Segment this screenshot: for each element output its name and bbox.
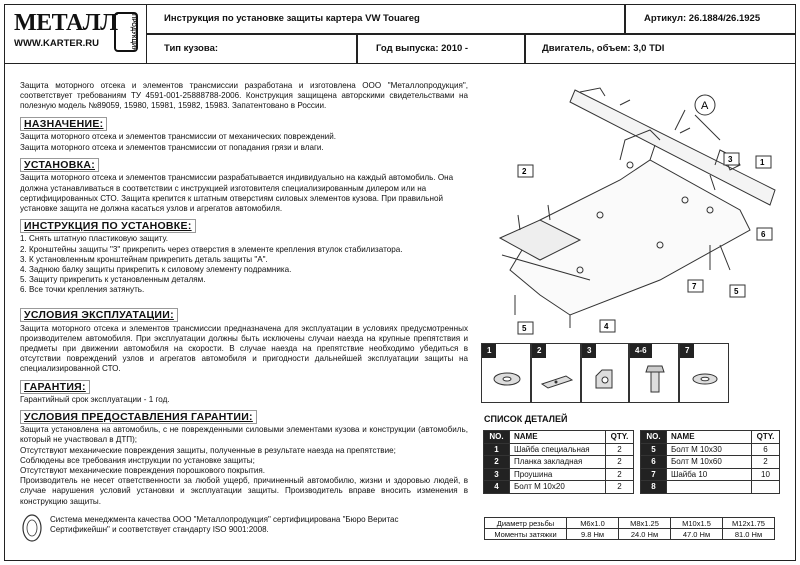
header <box>4 4 796 64</box>
terms-line: Отсутствуют механические повреждения защиты, полученные в результате наезда на препятствие; <box>20 445 396 455</box>
purpose-heading: НАЗНАЧЕНИЕ: <box>20 118 468 131</box>
callout-1: 1 <box>760 158 765 167</box>
warranty-terms-heading: УСЛОВИЯ ПРЕДОСТАВЛЕНИЯ ГАРАНТИИ: <box>20 411 468 424</box>
purpose-line: Защита моторного отсека и элементов трансмиссии от попадания грязи и влаги. <box>20 142 324 152</box>
washer-special-icon <box>492 369 522 389</box>
parts-table-right <box>640 430 780 494</box>
parts-list-title: СПИСОК ДЕТАЛЕЙ <box>484 414 568 424</box>
logo-name: МЕТАЛЛ <box>14 10 118 36</box>
intro-text: Защита моторного отсека и элементов трансмиссии разработана и изготовлена ООО "Металлопродукция", соответствует требованиям ТУ 4591-001-25888788-2006. Конструкция защищена авторскими свидетельствами на полезную модель №89059, 15980, 15981, 15982, 15983. Запатентовано в России. <box>20 81 468 111</box>
engine: Двигатель, объем: 3,0 TDI <box>542 43 665 54</box>
callout-4: 4 <box>604 322 609 331</box>
col-no: NO. <box>641 431 667 444</box>
logo <box>4 4 147 64</box>
doc-title: Инструкция по установке защиты картера VW Touareg <box>164 13 420 24</box>
table-row: Моменты затяжки 9.8 Нм 24.0 Нм 47.0 Нм 81.0 Нм <box>485 529 775 540</box>
logo-stamp: ПРОДУКЦИЯ <box>114 12 138 52</box>
part-icon-number: 3 <box>582 344 596 358</box>
year: Год выпуска: 2010 - <box>376 43 469 54</box>
part-icon-number: 2 <box>532 344 546 358</box>
callout-5: 5 <box>522 324 527 333</box>
part-icon-number: 4-6 <box>630 344 652 358</box>
part-icon-number: 1 <box>482 344 496 358</box>
step: 3. К установленным кронштейнам прикрепить деталь защиты "А". <box>20 254 268 264</box>
logo-site: WWW.KARTER.RU <box>14 38 99 49</box>
callout-3: 3 <box>728 155 733 164</box>
mounting-plate-icon <box>540 372 574 390</box>
callout-5: 5 <box>734 287 739 296</box>
step: 2. Кронштейны защиты "3" прикрепить через отверстия в элементе крепления втулок стабилизатора. <box>20 244 403 254</box>
part-icon-cell <box>581 343 629 403</box>
col-name: NAME <box>667 431 752 444</box>
operation-text: Защита моторного отсека и элементов трансмиссии предназначена для эксплуатации в условиях предусмотренных производителем автомобиля. При эксплуатации должны быть исключены случаи наезда на крупные препятствия и предметы при движении автомобиля на скорости. В случае наезда на препятствие необходимо убедиться в отсутствии повреждений узлов и агрегатов автомобиля и пригодности дальнейшей эксплуатации защиты на специализированной СТО. <box>20 323 468 374</box>
part-icon-number: 7 <box>680 344 694 358</box>
terms-line: Отсутствуют механические повреждения порошкового покрытия. <box>20 466 266 475</box>
table-row: 5 Болт М 10х30 6 <box>641 443 780 456</box>
callout-7: 7 <box>692 282 697 291</box>
table-row: Диаметр резьбы M6x1.0 M8x1.25 M10x1.5 M12x1.75 <box>485 518 775 529</box>
table-row: 3 Проушина 2 <box>484 468 634 481</box>
body-type: Тип кузова: <box>164 43 219 54</box>
washer-icon <box>690 369 720 389</box>
certification-text <box>50 515 399 536</box>
table-row: 8 <box>641 481 780 494</box>
table-row: 4 Болт М 10х20 2 <box>484 481 634 494</box>
terms-line: Соблюдены все требования инструкции по установке защиты; <box>20 455 255 465</box>
certification-seal-icon <box>22 513 42 543</box>
install-heading: УСТАНОВКА: <box>20 159 468 172</box>
table-row: 7 Шайба 10 10 <box>641 468 780 481</box>
terms-line: Защита установлена на автомобиль, с не поврежденными силовыми элементами кузова и конструкции (автомобиль, который не участвовал в ДТП); <box>20 425 468 445</box>
purpose-line: Защита моторного отсека и элементов трансмиссии от механических повреждений. <box>20 131 336 141</box>
part-icon-cell <box>629 343 679 403</box>
parts-table-left <box>483 430 634 494</box>
table-row: 2 Планка закладная 2 <box>484 456 634 469</box>
table-row: 6 Болт М 10х60 2 <box>641 456 780 469</box>
article-number: Артикул: 26.1884/26.1925 <box>644 13 761 24</box>
bolt-icon <box>644 364 666 396</box>
callout-a: A <box>701 100 709 112</box>
col-qty: QTY. <box>606 431 634 444</box>
assembly-diagram <box>480 70 785 335</box>
operation-heading: УСЛОВИЯ ЭКСПЛУАТАЦИИ: <box>20 309 468 322</box>
step: 5. Защиту прикрепить к установленным деталям. <box>20 275 206 285</box>
col-name: NAME <box>510 431 606 444</box>
step: 6. Все точки крепления затянуть. <box>20 285 145 295</box>
instructions-heading: ИНСТРУКЦИЯ ПО УСТАНОВКЕ: <box>20 220 468 233</box>
terms-line: Производитель не несет ответственности за любой ущерб, причиненный автомобилю, жизни и здоровью людей, в случае нарушения условий установки и эксплуатации защиты. Производитель вправе вносить изменения в конструкцию защиты. <box>20 476 468 506</box>
cert-line: Сертификейшн" и соответствует стандарту ISO 9001:2008. <box>50 525 269 535</box>
warranty-text: Гарантийный срок эксплуатации - 1 год. <box>20 394 170 404</box>
bracket-icon <box>592 366 620 392</box>
step: 1. Снять штатную пластиковую защиту. <box>20 234 169 244</box>
install-text: Защита моторного отсека и элементов трансмиссии разрабатывается индивидуально на каждый автомобиль. Она должна устанавливаться в соответствии с инструкцией изготовителя специализированным дилером или на сертифицированных СТО. Защита крепится к штатным отверстиям силовых элементов кузова. При правильной установке защита не должна касаться узлов и агрегатов автомобиля. <box>20 173 454 213</box>
callout-2: 2 <box>522 167 527 176</box>
warranty-heading: ГАРАНТИЯ: <box>20 381 468 394</box>
cert-line: Система менеджмента качества ООО "Металлопродукция" сертифицирована "Бюро Веритас <box>50 515 399 524</box>
part-icon-cell <box>481 343 531 403</box>
part-icon-cell <box>531 343 581 403</box>
table-row: 1 Шайба специальная 2 <box>484 443 634 456</box>
col-qty: QTY. <box>752 431 780 444</box>
torque-table <box>484 517 775 540</box>
part-icon-cell <box>679 343 729 403</box>
instructions-text <box>20 80 468 507</box>
callout-6: 6 <box>761 230 766 239</box>
col-no: NO. <box>484 431 510 444</box>
step: 4. Заднюю балку защиты прикрепить к силовому элементу подрамника. <box>20 264 292 274</box>
